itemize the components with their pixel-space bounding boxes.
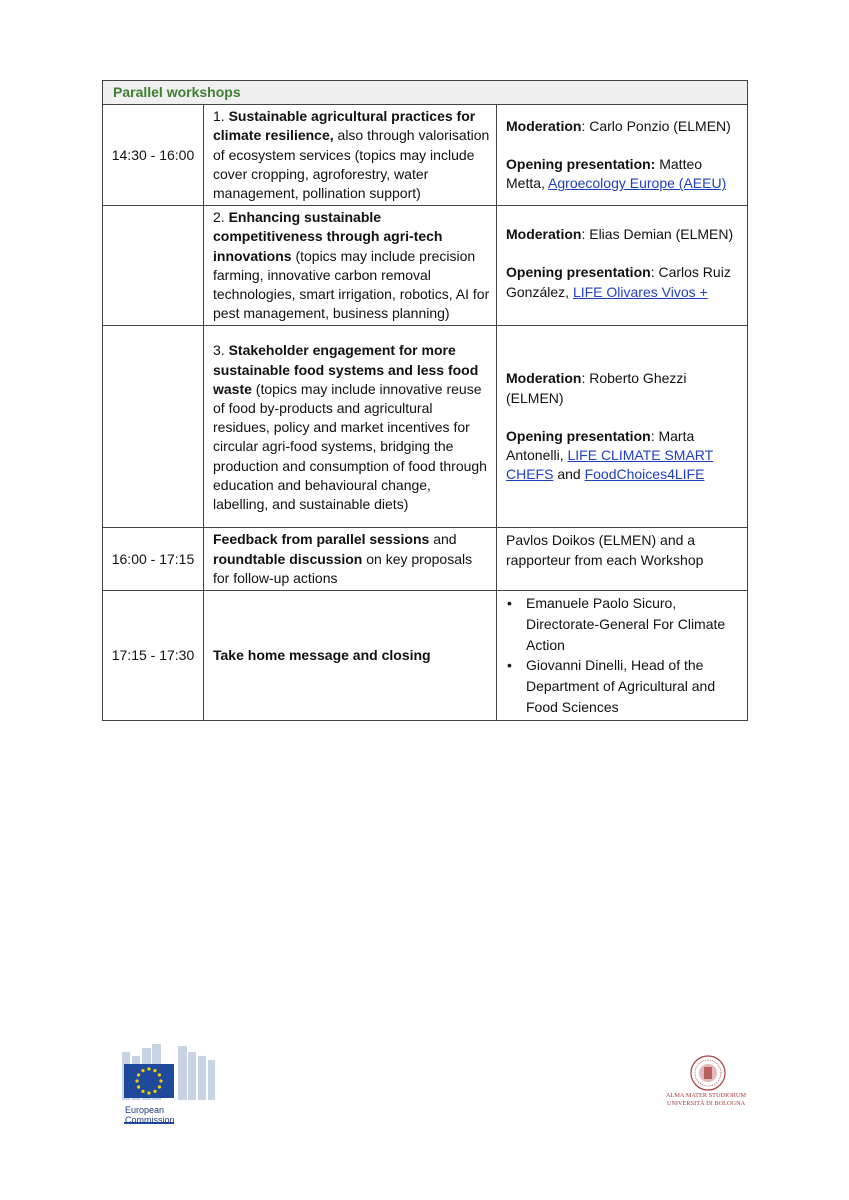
speaker-item: • Emanuele Paolo Sicuro, Directorate-General For Climate Action [503, 593, 741, 655]
topic-bold: Take home message and closing [213, 646, 431, 663]
topic-bold: Feedback from parallel sessions [213, 531, 430, 548]
topic-number: 2. [213, 209, 229, 226]
table-row [103, 206, 748, 326]
opening-value: : Carlos Ruiz González, [506, 264, 731, 300]
time-cell: 16:00 - 17:15 [103, 528, 204, 591]
opening-label: Opening presentation [506, 427, 651, 444]
opening-link-2[interactable]: FoodChoices4LIFE [584, 466, 705, 483]
speaker-cell [497, 105, 748, 206]
speaker-cell [497, 591, 748, 721]
opening-link[interactable]: LIFE Olivares Vivos + [572, 283, 708, 300]
topic-bold: Sustainable agricultural practices for climate resilience, [213, 108, 476, 144]
moderation-label: Moderation [506, 226, 582, 243]
time-cell [103, 206, 204, 326]
table-row [103, 326, 748, 528]
time-cell: 17:15 - 17:30 [103, 591, 204, 721]
unibo-line1: ALMA MATER STUDIORUM [665, 1092, 747, 1099]
topic-bold: Stakeholder engagement for more sustainable food systems and less food waste [213, 342, 479, 397]
time-cell: 14:30 - 16:00 [103, 105, 204, 206]
opening-value: : Marta Antonelli, [506, 427, 695, 464]
unibo-seal-logo [672, 1054, 744, 1118]
table-row [103, 105, 748, 206]
topic-text: (topics may include innovative reuse of food by-products and agricultural residues, policy and market incentives for circular agri-food systems, bridging the production and consumption of food through education and behavioural change, labelling, and sustainable diets) [213, 380, 487, 513]
speaker-cell [497, 206, 748, 326]
topic-mid: and [429, 531, 457, 548]
topic-text: on key proposals for follow-up actions [213, 550, 473, 586]
opening-label: Opening presentation: [506, 156, 656, 173]
ec-logo-text [125, 1105, 175, 1125]
section-title: Parallel workshops [103, 81, 748, 105]
moderation-label: Moderation [506, 370, 582, 387]
topic-text: also through valorisation of ecosystem services (topics may include cover cropping, agroforestry, water management, pollination support) [213, 127, 490, 202]
topic-cell [204, 326, 497, 528]
topic-cell [204, 105, 497, 206]
section-header-row [103, 81, 748, 105]
topic-bold: Enhancing sustainable competitiveness through agri-tech innovations [213, 209, 443, 264]
moderation-value: : Roberto Ghezzi (ELMEN) [506, 370, 687, 406]
speaker-cell: Pavlos Doikos (ELMEN) and a rapporteur from each Workshop [497, 528, 748, 591]
ec-logo-line1: European [125, 1105, 165, 1115]
unibo-logo-text [664, 1092, 748, 1107]
topic-text: (topics may include precision farming, innovative carbon removal technologies, smart irrigation, robotics, AI for pest management, business planning) [213, 247, 490, 322]
moderation-value: : Carlo Ponzio (ELMEN) [581, 117, 731, 134]
topic-cell [204, 206, 497, 326]
agenda-table [102, 80, 748, 721]
opening-value: Matteo Metta, [506, 156, 703, 192]
opening-label: Opening presentation [506, 264, 651, 281]
time-cell [103, 326, 204, 528]
speaker-item: • Giovanni Dinelli, Head of the Department of Agricultural and Food Sciences [503, 655, 741, 717]
opening-link[interactable]: LIFE CLIMATE SMART CHEFS [506, 447, 714, 483]
topic-cell [204, 591, 497, 721]
opening-and: and [553, 466, 585, 483]
opening-link[interactable]: Agroecology Europe (AEEU) [548, 175, 727, 192]
speaker-cell [497, 326, 748, 528]
table-row [103, 528, 748, 591]
topic-number: 1. [213, 108, 229, 125]
speaker-list [503, 593, 741, 718]
topic-number: 3. [213, 342, 229, 359]
topic-bold-2: roundtable discussion [213, 550, 363, 567]
ec-logo-line2: Commission [125, 1115, 175, 1125]
moderation-label: Moderation [506, 117, 582, 134]
unibo-line2: UNIVERSITÀ DI BOLOGNA [666, 1099, 746, 1107]
moderation-value: : Elias Demian (ELMEN) [581, 226, 734, 243]
topic-cell [204, 528, 497, 591]
table-row [103, 591, 748, 721]
